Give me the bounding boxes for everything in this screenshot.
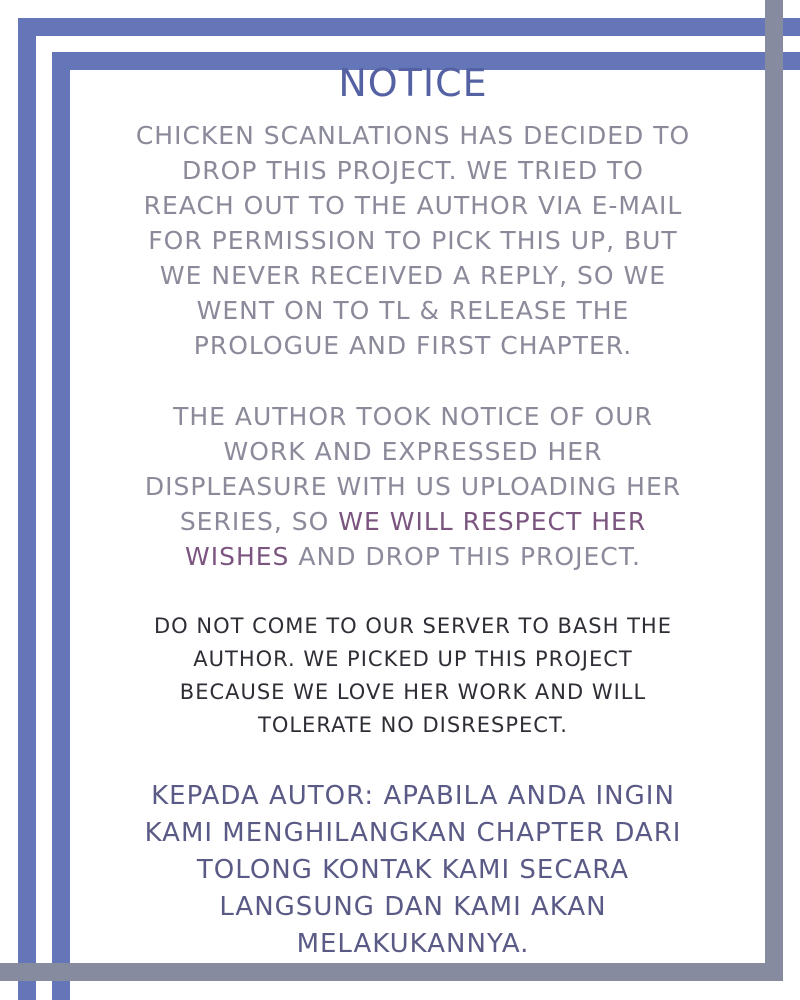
paragraph-indonesian-message: KEPADA AUTOR: APABILA ANDA INGIN KAMI MENGHILANGKAN CHAPTER DARI TOLONG KONTAK KAMI SECARA LANGSUNG DAN KAMI AKAN MELAKUKANNYA. bbox=[144, 781, 682, 959]
paragraph-author-response-start: THE AUTHOR TOOK NOTICE OF OUR WORK AND EXPRESSED HER DISPLEASURE WITH US UPLOADING HER SERIES, SO bbox=[144, 402, 682, 536]
frame-right-bar bbox=[765, 0, 783, 980]
notice-title: NOTICE bbox=[338, 61, 488, 105]
highlight-respect-wishes: WE WILL RESPECT HER WISHES bbox=[185, 507, 647, 571]
paragraph-author-response-end: AND DROP THIS PROJECT. bbox=[298, 542, 641, 571]
paragraph-author-response bbox=[133, 399, 693, 574]
paragraph-warning: DO NOT COME TO OUR SERVER TO BASH THE AUTHOR. WE PICKED UP THIS PROJECT BECAUSE WE LOVE HER WORK AND WILL TOLERATE NO DISRESPECT. bbox=[153, 614, 672, 737]
notice-content bbox=[80, 58, 746, 963]
frame-left-outer-bar bbox=[18, 18, 36, 1000]
frame-top-outer-bar bbox=[18, 18, 800, 36]
frame-left-inner-bar bbox=[52, 52, 70, 1000]
frame-bottom-bar bbox=[0, 963, 783, 981]
paragraph-drop-announcement: CHICKEN SCANLATIONS HAS DECIDED TO DROP THIS PROJECT. WE TRIED TO REACH OUT TO THE AUTHOR VIA E-MAIL FOR PERMISSION TO PICK THIS UP, BUT WE NEVER RECEIVED A REPLY, SO WE WENT ON TO TL & RELEASE THE PROLOGUE AND FIRST CHAPTER. bbox=[135, 121, 691, 360]
